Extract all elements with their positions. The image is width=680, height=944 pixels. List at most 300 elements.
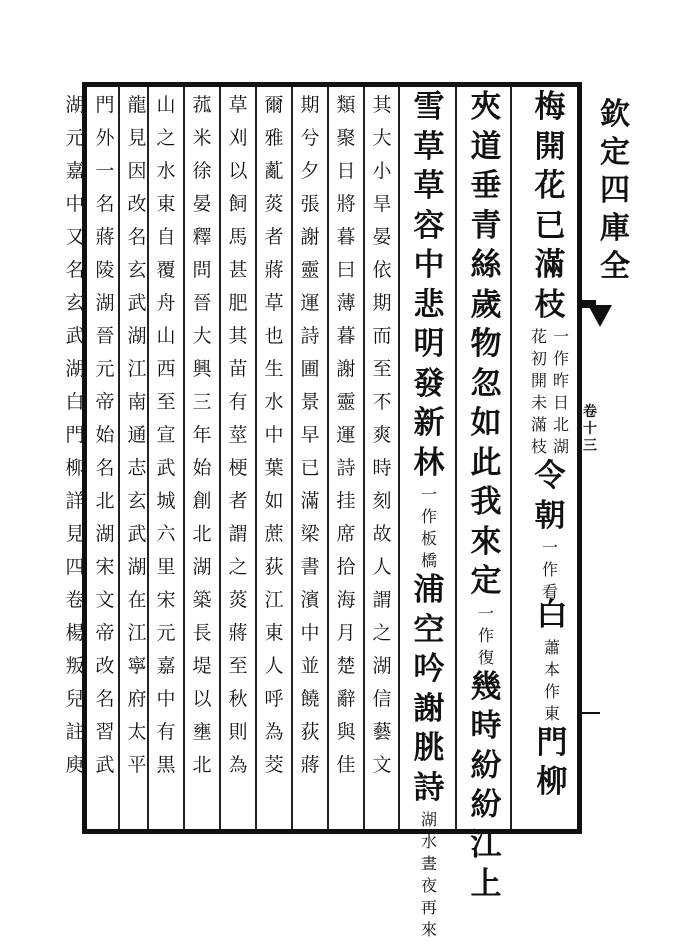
glyph: 謂 (228, 523, 248, 545)
glyph: 覆 (156, 259, 176, 281)
glyph: 湖 (127, 556, 147, 578)
glyph: 晏 (372, 226, 392, 248)
glyph: 武 (127, 523, 147, 545)
glyph: 里 (156, 556, 176, 578)
glyph: 玄 (65, 292, 85, 314)
glyph: 來 (470, 523, 502, 560)
commentary-column (151, 96, 181, 789)
glyph: 北 (95, 490, 115, 512)
commentary-column (259, 96, 289, 789)
commentary-column (187, 96, 217, 789)
glyph: 又 (65, 226, 85, 248)
glyph: 謂 (372, 589, 392, 611)
glyph: 湖 (95, 523, 115, 545)
glyph: 信 (372, 688, 392, 710)
glyph: 夾 (470, 89, 502, 125)
glyph: 水 (156, 160, 176, 182)
glyph: 馬 (228, 226, 248, 248)
glyph: 甚 (228, 259, 248, 281)
glyph: 葉 (264, 457, 284, 479)
glyph: 作 (553, 349, 570, 368)
main-column-2 (462, 89, 510, 909)
glyph: 楊 (65, 622, 85, 644)
glyph: 青 (470, 207, 502, 244)
glyph: 兮 (300, 127, 320, 149)
glyph: 蔣 (264, 259, 284, 281)
glyph: 之 (372, 622, 392, 644)
glyph: 吟 (413, 651, 445, 687)
glyph: 者 (264, 226, 284, 248)
glyph: 雪 (413, 89, 445, 125)
verse-segment (413, 572, 445, 812)
glyph: 景 (300, 391, 320, 413)
glyph: 晏 (192, 193, 212, 215)
glyph: 六 (156, 523, 176, 545)
glyph: 楚 (336, 655, 356, 677)
glyph: 明 (413, 326, 445, 362)
glyph: 期 (300, 94, 320, 116)
glyph: 湖 (372, 655, 392, 677)
side-volume (583, 405, 597, 456)
glyph: 龍 (127, 94, 147, 116)
glyph: 則 (228, 721, 248, 743)
glyph: 有 (228, 391, 248, 413)
glyph: 茭 (264, 754, 284, 776)
glyph: 白 (536, 597, 568, 633)
glyph: 卷 (583, 404, 597, 420)
glyph: 北 (192, 523, 212, 545)
glyph: 習 (95, 721, 115, 743)
glyph: 壅 (192, 721, 212, 743)
glyph: 湖 (192, 556, 212, 578)
fish-tail-mark (588, 305, 612, 327)
glyph: 來 (420, 920, 437, 939)
column-rule (327, 87, 329, 829)
glyph: 人 (264, 655, 284, 677)
glyph: 宣 (156, 424, 176, 446)
glyph: 中 (264, 424, 284, 446)
glyph: 作 (420, 507, 437, 526)
verse-segment (470, 89, 502, 606)
glyph: 上 (470, 866, 502, 902)
verse-segment (534, 458, 566, 540)
column-rule (363, 87, 365, 829)
glyph: 兒 (65, 688, 85, 710)
glyph: 水 (264, 391, 284, 413)
glyph: 太 (127, 721, 147, 743)
glyph: 肥 (228, 292, 248, 314)
glyph: 玄 (127, 259, 147, 281)
glyph: 再 (420, 898, 437, 917)
glyph: 小 (372, 160, 392, 182)
glyph: 府 (127, 688, 147, 710)
glyph: 蔣 (300, 754, 320, 776)
glyph: 謝 (336, 358, 356, 380)
glyph: 荻 (300, 721, 320, 743)
glyph: 忽 (470, 365, 502, 402)
glyph: 晉 (95, 325, 115, 347)
glyph: 詩 (336, 457, 356, 479)
glyph: 絲 (470, 247, 502, 283)
glyph: 紛 (470, 787, 502, 823)
glyph: 武 (95, 754, 115, 776)
glyph: 如 (264, 490, 284, 512)
glyph: 也 (264, 325, 284, 347)
glyph: 朓 (413, 730, 445, 766)
glyph: 湖 (95, 292, 115, 314)
glyph: 枝 (534, 286, 566, 323)
glyph: 南 (127, 391, 147, 413)
commentary-column (223, 96, 253, 789)
glyph: 外 (95, 127, 115, 149)
glyph: 我 (470, 484, 502, 520)
glyph: 蕭 (543, 637, 560, 657)
glyph: 至 (156, 391, 176, 413)
glyph: 以 (228, 160, 248, 182)
glyph: 晉 (192, 292, 212, 314)
glyph: 海 (336, 589, 356, 611)
glyph: 容 (413, 207, 445, 244)
main-column-1 (522, 89, 578, 606)
glyph: 幾 (470, 668, 502, 705)
margin-rule (580, 82, 582, 834)
glyph: 刈 (228, 127, 248, 149)
glyph: 饒 (300, 688, 320, 710)
glyph: 草 (264, 292, 284, 314)
glyph: 滿 (534, 247, 566, 283)
glyph: 月 (336, 622, 356, 644)
glyph: 花 (534, 168, 566, 204)
glyph: 紛 (470, 747, 502, 784)
glyph: 荻 (264, 556, 284, 578)
glyph: 始 (192, 457, 212, 479)
glyph: 飼 (228, 193, 248, 215)
glyph: 初 (530, 349, 547, 368)
glyph: 草 (228, 94, 248, 116)
glyph: 卷 (65, 589, 85, 611)
glyph: 者 (228, 490, 248, 512)
glyph: 書 (300, 556, 320, 578)
glyph: 拾 (336, 556, 356, 578)
glyph: 名 (95, 457, 115, 479)
glyph: 不 (372, 391, 392, 413)
glyph: 靈 (300, 259, 320, 281)
glyph: 水 (420, 832, 437, 851)
glyph: 註 (65, 721, 85, 743)
glyph: 已 (534, 207, 566, 244)
glyph: 一 (541, 538, 558, 557)
glyph: 舟 (156, 292, 176, 314)
glyph: 全 (600, 249, 630, 284)
commentary-column (331, 96, 361, 789)
glyph: 蔣 (228, 622, 248, 644)
glyph: 十 (583, 421, 597, 437)
note-pair (531, 329, 569, 461)
glyph: 梅 (534, 89, 566, 125)
glyph: 而 (372, 325, 392, 347)
glyph: 定 (600, 135, 630, 170)
glyph: 因 (127, 160, 147, 182)
glyph: 滿 (300, 490, 320, 512)
glyph: 詩 (300, 325, 320, 347)
glyph: 此 (470, 444, 502, 481)
verse-segment (536, 597, 568, 640)
glyph: 湖 (127, 325, 147, 347)
column-rule (183, 87, 185, 829)
glyph: 名 (65, 259, 85, 281)
glyph: 呼 (264, 688, 284, 710)
glyph: 爽 (372, 424, 392, 446)
glyph: 玄 (127, 490, 147, 512)
glyph: 菼 (228, 589, 248, 611)
glyph: 圃 (300, 358, 320, 380)
glyph: 平 (127, 754, 147, 776)
glyph: 嘉 (65, 160, 85, 182)
glyph: 本 (543, 659, 560, 679)
glyph: 中 (156, 688, 176, 710)
glyph: 旱 (372, 193, 392, 215)
glyph: 秋 (228, 688, 248, 710)
glyph: 四 (65, 556, 85, 578)
note-line (531, 329, 547, 461)
glyph: 叛 (65, 655, 85, 677)
glyph: 早 (300, 424, 320, 446)
glyph: 類 (336, 94, 356, 116)
glyph: 名 (95, 193, 115, 215)
glyph: 改 (95, 655, 115, 677)
glyph: 其 (228, 325, 248, 347)
glyph: 滿 (530, 415, 547, 434)
glyph: 故 (372, 523, 392, 545)
glyph: 張 (300, 193, 320, 215)
glyph: 名 (95, 688, 115, 710)
glyph: 時 (372, 457, 392, 479)
glyph: 東 (543, 703, 560, 723)
glyph: 一 (95, 160, 115, 182)
glyph: 詩 (413, 769, 445, 806)
glyph: 暮 (336, 226, 356, 248)
glyph: 為 (264, 721, 284, 743)
glyph: 夕 (300, 160, 320, 182)
glyph: 空 (413, 611, 445, 648)
commentary-column (295, 96, 325, 789)
glyph: 生 (264, 358, 284, 380)
glyph: 柳 (65, 457, 85, 479)
glyph: 曰 (336, 259, 356, 281)
glyph: 見 (127, 127, 147, 149)
glyph: 山 (156, 94, 176, 116)
column-rule (291, 87, 293, 829)
glyph: 物 (470, 326, 502, 362)
glyph: 北 (192, 754, 212, 776)
glyph: 爾 (264, 94, 284, 116)
glyph: 日 (336, 160, 356, 182)
glyph: 陵 (95, 259, 115, 281)
glyph: 嘉 (156, 655, 176, 677)
glyph: 作 (543, 681, 560, 701)
glyph: 帝 (95, 391, 115, 413)
glyph: 人 (372, 556, 392, 578)
note-line (553, 329, 569, 461)
column-rule (219, 87, 221, 829)
glyph: 謝 (300, 226, 320, 248)
main-column-1-tail (524, 597, 580, 807)
glyph: 菼 (264, 193, 284, 215)
glyph: 問 (192, 259, 212, 281)
column-rule (398, 87, 400, 829)
glyph: 大 (192, 325, 212, 347)
glyph: 米 (192, 127, 212, 149)
glyph: 山 (156, 325, 176, 347)
note-line (421, 812, 437, 944)
glyph: 蔗 (264, 523, 284, 545)
glyph: 作 (541, 560, 558, 579)
glyph: 雅 (264, 127, 284, 149)
glyph: 堤 (192, 655, 212, 677)
glyph: 中 (300, 622, 320, 644)
glyph: 浦 (413, 572, 445, 608)
glyph: 黒 (156, 754, 176, 776)
glyph: 元 (156, 622, 176, 644)
glyph: 江 (127, 622, 147, 644)
verse-segment (536, 724, 568, 807)
glyph: 創 (192, 490, 212, 512)
glyph: 城 (156, 490, 176, 512)
glyph: 夜 (420, 876, 437, 895)
main-column-3 (404, 89, 454, 944)
glyph: 開 (534, 128, 566, 165)
glyph: 四 (600, 173, 630, 208)
glyph: 三 (583, 438, 597, 454)
glyph: 垂 (470, 168, 502, 204)
glyph: 欽 (600, 97, 630, 132)
glyph: 昨 (553, 371, 570, 390)
glyph: 時 (470, 708, 502, 744)
glyph: 已 (300, 457, 320, 479)
glyph: 改 (127, 193, 147, 215)
glyph: 東 (264, 622, 284, 644)
glyph: 門 (65, 424, 85, 446)
glyph: 悲 (413, 286, 445, 323)
glyph: 辭 (336, 688, 356, 710)
glyph: 挂 (336, 490, 356, 512)
glyph: 開 (530, 371, 547, 390)
glyph: 北 (553, 415, 570, 434)
glyph: 靈 (336, 391, 356, 413)
glyph: 看 (541, 582, 558, 601)
glyph: 刻 (372, 490, 392, 512)
glyph: 武 (156, 457, 176, 479)
glyph: 見 (65, 523, 85, 545)
glyph: 築 (192, 589, 212, 611)
note-line (477, 603, 494, 672)
glyph: 武 (127, 292, 147, 314)
glyph: 庾 (65, 754, 85, 776)
glyph: 西 (156, 358, 176, 380)
glyph: 以 (192, 688, 212, 710)
glyph: 橋 (420, 551, 437, 570)
commentary-column (90, 96, 120, 789)
column-rule (255, 87, 257, 829)
side-title (600, 97, 630, 290)
glyph: 江 (470, 826, 502, 863)
glyph: 湖 (420, 810, 437, 829)
glyph: 江 (264, 589, 284, 611)
glyph: 徐 (192, 160, 212, 182)
glyph: 席 (336, 523, 356, 545)
glyph: 興 (192, 358, 212, 380)
glyph: 東 (156, 193, 176, 215)
glyph: 板 (420, 529, 437, 548)
glyph: 門 (95, 94, 115, 116)
glyph: 花 (530, 327, 547, 346)
glyph: 令 (534, 458, 566, 494)
commentary-column (367, 96, 397, 789)
glyph: 依 (372, 259, 392, 281)
glyph: 草 (413, 168, 445, 204)
glyph: 歲 (470, 286, 502, 323)
glyph: 運 (336, 424, 356, 446)
glyph: 梗 (228, 457, 248, 479)
glyph: 梁 (300, 523, 320, 545)
glyph: 庫 (600, 211, 630, 246)
glyph: 始 (95, 424, 115, 446)
verse-segment (413, 89, 445, 487)
glyph: 在 (127, 589, 147, 611)
glyph: 志 (127, 457, 147, 479)
glyph: 運 (300, 292, 320, 314)
glyph: 文 (372, 754, 392, 776)
glyph: 苗 (228, 358, 248, 380)
glyph: 長 (192, 622, 212, 644)
glyph: 三 (192, 391, 212, 413)
glyph: 名 (127, 226, 147, 248)
glyph: 至 (372, 358, 392, 380)
commentary-column (122, 96, 152, 789)
glyph: 之 (156, 127, 176, 149)
glyph: 釋 (192, 226, 212, 248)
glyph: 元 (65, 127, 85, 149)
glyph: 作 (477, 625, 494, 645)
glyph: 薄 (336, 292, 356, 314)
glyph: 如 (470, 405, 502, 441)
glyph: 將 (336, 193, 356, 215)
glyph: 元 (95, 358, 115, 380)
glyph: 與 (336, 721, 356, 743)
column-rule (510, 87, 512, 829)
glyph: 武 (65, 325, 85, 347)
glyph: 宋 (95, 556, 115, 578)
glyph: 帝 (95, 622, 115, 644)
glyph: 未 (530, 393, 547, 412)
glyph: 復 (477, 647, 494, 667)
glyph: 有 (156, 721, 176, 743)
glyph: 江 (127, 358, 147, 380)
glyph: 佳 (336, 754, 356, 776)
glyph: 濱 (300, 589, 320, 611)
glyph: 並 (300, 655, 320, 677)
glyph: 柳 (536, 764, 568, 800)
glyph: 宋 (156, 589, 176, 611)
side-mark (582, 712, 600, 714)
glyph: 枝 (530, 437, 547, 456)
glyph: 新 (413, 405, 445, 441)
glyph: 其 (372, 94, 392, 116)
glyph: 自 (156, 226, 176, 248)
glyph: 文 (95, 589, 115, 611)
glyph: 草 (413, 128, 445, 165)
glyph: 之 (228, 556, 248, 578)
